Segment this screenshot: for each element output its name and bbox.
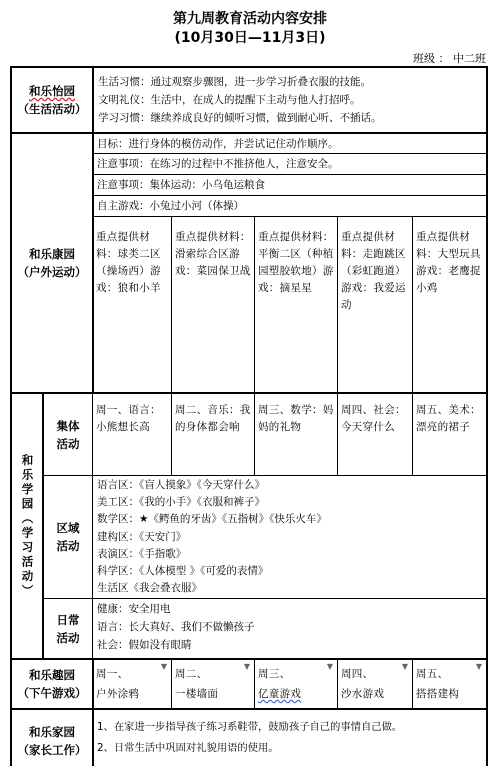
outdoor-note-text: 注意事项：在练习的过程中不推挤他人，注意安全。 bbox=[97, 158, 339, 170]
group-day-wed-text: 周三、数学：妈妈的礼物 bbox=[258, 404, 334, 433]
outdoor-day-thu-text: 重点提供材料：走跑跳区（彩虹跑道）游戏：我爱运动 bbox=[341, 231, 406, 311]
outdoor-goal bbox=[92, 132, 488, 154]
games-fri-day: 周五、 bbox=[416, 668, 449, 680]
group-day-mon bbox=[92, 392, 172, 476]
schedule-table bbox=[10, 66, 488, 757]
title-main: 第九周教育活动内容安排 bbox=[173, 11, 327, 27]
outdoor-day-thu bbox=[337, 216, 413, 394]
life-header-sub: （生活活动） bbox=[17, 102, 87, 116]
group-day-fri-text: 周五、美术：漂亮的裙子 bbox=[416, 404, 481, 433]
area-language: 语言区：《盲人摸象》《今天穿什么》 bbox=[97, 479, 265, 491]
outdoor-day-tue bbox=[171, 216, 255, 394]
daily-label bbox=[43, 598, 93, 660]
daily-society: 社会：假如没有眼睛 bbox=[97, 639, 192, 651]
dropdown-arrow-icon: ▼ bbox=[243, 662, 250, 671]
family-item-1: 1、在家进一步指导孩子练习系鞋带，鼓励孩子自己的事情自己做。 bbox=[97, 721, 403, 733]
group-day-mon-text: 周一、语言：小熊想长高 bbox=[96, 404, 161, 433]
games-day-mon bbox=[92, 658, 172, 710]
life-header-name: 和乐怡园 bbox=[29, 84, 75, 98]
games-mon-day: 周一、 bbox=[96, 668, 129, 680]
daily-label-1: 日常 bbox=[56, 612, 80, 627]
daily-content bbox=[92, 598, 488, 660]
games-day-fri bbox=[412, 658, 488, 710]
outdoor-day-wed-text: 重点提供材料：平衡二区（种植园塑胶软地）游戏：摘星星 bbox=[258, 231, 334, 294]
outdoor-free bbox=[92, 195, 488, 217]
group-label-1: 集体 bbox=[56, 418, 80, 433]
dropdown-arrow-icon: ▼ bbox=[401, 662, 408, 671]
outdoor-header bbox=[10, 132, 94, 394]
life-habit: 生活习惯：通过观察步骤图，进一步学习折叠衣服的技能。 bbox=[98, 76, 371, 88]
outdoor-group bbox=[92, 174, 488, 196]
area-label-2: 活动 bbox=[56, 539, 80, 553]
outdoor-day-wed bbox=[254, 216, 338, 394]
outdoor-day-fri-text: 重点提供材料：大型玩具游戏：老鹰捉小鸡 bbox=[416, 231, 481, 294]
area-show: 表演区：《手指歌》 bbox=[97, 547, 187, 560]
games-header-sub: （下午游戏） bbox=[17, 686, 87, 700]
family-item-2: 2、日常生活中巩固对礼貌用语的使用。 bbox=[97, 742, 279, 754]
life-manners: 文明礼仪：生活中，在成人的提醒下主动与他人打招呼。 bbox=[98, 94, 361, 106]
outdoor-day-mon bbox=[92, 216, 172, 394]
area-content bbox=[92, 475, 488, 599]
games-thu-day: 周四、 bbox=[341, 668, 374, 680]
family-header bbox=[10, 708, 94, 766]
outdoor-free-text: 自主游戏：小兔过小河（体操） bbox=[97, 200, 244, 212]
daily-health: 健康：安全用电 bbox=[97, 603, 171, 615]
area-label bbox=[43, 475, 93, 599]
study-header bbox=[10, 392, 44, 660]
outdoor-day-fri bbox=[412, 216, 488, 394]
group-day-wed bbox=[254, 392, 338, 476]
area-label-1: 区域 bbox=[56, 521, 80, 535]
area-science: 科学区：《人体模型 》《可爱的表情》 bbox=[97, 565, 269, 578]
outdoor-header-sub: （户外运动） bbox=[17, 265, 87, 279]
dropdown-arrow-icon: ▼ bbox=[475, 662, 482, 671]
dropdown-arrow-icon: ▼ bbox=[160, 662, 167, 671]
games-wed-day: 周三、 bbox=[258, 668, 291, 680]
outdoor-note bbox=[92, 153, 488, 175]
family-content bbox=[92, 708, 488, 766]
life-content bbox=[92, 66, 488, 134]
area-life: 生活区《我会叠衣服》 bbox=[97, 582, 202, 595]
games-header bbox=[10, 658, 94, 710]
games-day-wed bbox=[254, 658, 338, 710]
dropdown-arrow-icon: ▼ bbox=[326, 662, 333, 671]
outdoor-day-tue-text: 重点提供材料：滑索综合区游戏：菜园保卫战 bbox=[175, 231, 251, 277]
outdoor-header-name: 和乐康园 bbox=[29, 247, 75, 261]
study-header-text: 和乐学园（学习活动） bbox=[20, 453, 35, 599]
area-art: 美工区：《我的小手》《衣服和裤子》 bbox=[97, 496, 265, 509]
daily-label-2: 活动 bbox=[56, 630, 80, 645]
life-study-habit: 学习习惯：继续养成良好的倾听习惯，做到耐心听、不插话。 bbox=[98, 112, 382, 124]
group-label-2: 活动 bbox=[56, 436, 80, 451]
family-header-name: 和乐家园 bbox=[29, 725, 75, 739]
games-tue-day: 周二、 bbox=[175, 668, 208, 680]
area-math: 数学区：★《鳄鱼的牙齿》《五指树》《快乐火车》 bbox=[97, 513, 327, 526]
games-header-name: 和乐趣园 bbox=[29, 668, 75, 682]
life-header bbox=[10, 66, 94, 134]
games-day-tue bbox=[171, 658, 255, 710]
outdoor-day-mon-text: 重点提供材料：球类二区（操场西）游戏：狼和小羊 bbox=[96, 231, 161, 294]
outdoor-group-text: 注意事项：集体运动：小乌龟运粮食 bbox=[97, 179, 265, 191]
games-tue-game: 一楼墙面 bbox=[175, 688, 219, 700]
group-label bbox=[43, 392, 93, 476]
group-day-tue bbox=[171, 392, 255, 476]
games-fri-game: 搭搭建构 bbox=[416, 688, 460, 700]
area-build: 建构区：《天安门》 bbox=[97, 530, 187, 543]
games-wed-game: 亿童游戏 bbox=[258, 688, 302, 700]
games-mon-game: 户外涂鸦 bbox=[96, 688, 140, 700]
outdoor-goal-text: 目标：进行身体的模仿动作，并尝试记住动作顺序。 bbox=[97, 138, 339, 150]
class-label: 班级 ： 中二班 bbox=[413, 52, 486, 65]
family-header-sub: （家长工作） bbox=[17, 743, 87, 757]
games-thu-game: 沙水游戏 bbox=[341, 688, 385, 700]
group-day-tue-text: 周二、音乐：我的身体都会响 bbox=[175, 404, 251, 433]
group-day-fri bbox=[412, 392, 488, 476]
group-day-thu-text: 周四、社会：今天穿什么 bbox=[341, 404, 406, 433]
games-day-thu bbox=[337, 658, 413, 710]
title-dates: (10月30日—11月3日) bbox=[174, 30, 326, 46]
daily-language: 语言：长大真好、我们不做懒孩子 bbox=[97, 621, 255, 633]
group-day-thu bbox=[337, 392, 413, 476]
